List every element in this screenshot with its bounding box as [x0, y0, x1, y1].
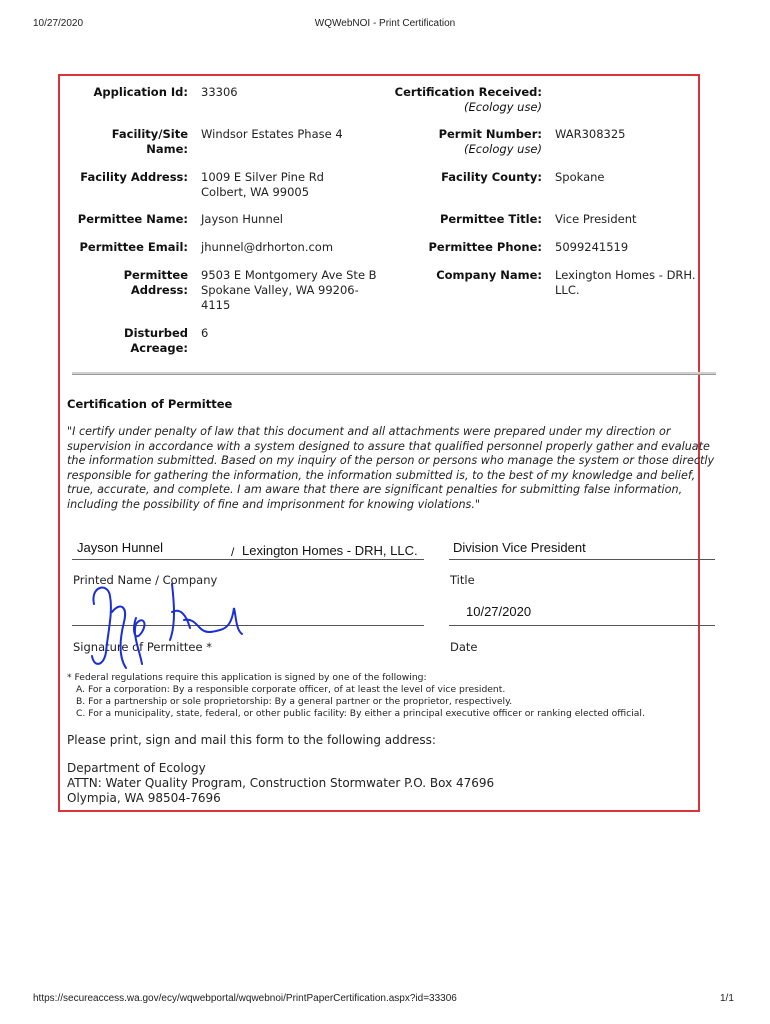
disturbed-acreage-label	[124, 326, 188, 356]
signature-caption: Signature of Permittee *	[73, 640, 212, 654]
application-id-label: Application Id:	[93, 85, 188, 99]
application-id-value: 33306	[201, 85, 238, 99]
title-line	[449, 559, 715, 560]
federal-note-c: C. For a municipality, state, federal, or other public facility: By either a principal executive officer or ranking elected official.	[76, 708, 645, 719]
name-company-slash: /	[231, 545, 235, 559]
facility-site-label-line1: Facility/Site	[111, 127, 188, 141]
permittee-email-value: jhunnel@drhorton.com	[201, 240, 334, 254]
date-caption: Date	[450, 640, 478, 654]
permit-number-label-text: Permit Number:	[438, 127, 542, 141]
permit-number-label	[439, 127, 542, 157]
company-name-value	[555, 268, 696, 298]
mail-address-line3: Olympia, WA 98504-7696	[67, 791, 221, 805]
permittee-address-value	[201, 268, 377, 313]
printed-name-line	[72, 559, 424, 560]
permittee-address-line2: Spokane Valley, WA 99206-	[201, 283, 359, 297]
company-value: Lexington Homes - DRH, LLC.	[242, 543, 418, 558]
printed-name-caption: Printed Name / Company	[73, 573, 218, 587]
permittee-title-label: Permittee Title:	[439, 212, 542, 226]
facility-site-label	[112, 127, 188, 157]
printed-name-value: Jayson Hunnel	[77, 540, 163, 555]
mail-address	[67, 761, 494, 806]
facility-address-label: Facility Address:	[80, 170, 188, 184]
mail-address-line2: ATTN: Water Quality Program, Construction Stormwater P.O. Box 47696	[67, 776, 495, 790]
permittee-address-label	[124, 268, 188, 298]
facility-county-label: Facility County:	[441, 170, 542, 184]
permittee-name-value: Jayson Hunnel	[201, 212, 283, 226]
federal-note-a: A. For a corporation: By a responsible corporate officer, of at least the level of vice president.	[76, 684, 506, 695]
footer-url: https://secureaccess.wa.gov/ecy/wqwebportal/wqwebnoi/PrintPaperCertification.aspx?id=33306	[33, 993, 457, 1004]
permit-number-sub: (Ecology use)	[464, 142, 542, 156]
title-caption: Title	[450, 573, 475, 587]
facility-address-line1: 1009 E Silver Pine Rd	[201, 170, 324, 184]
permittee-address-line3: 4115	[201, 298, 231, 312]
permittee-phone-value: 5099241519	[555, 240, 629, 254]
facility-county-value: Spokane	[555, 170, 605, 184]
permittee-address-label-line2: Address:	[130, 283, 188, 297]
mail-address-line1: Department of Ecology	[67, 761, 206, 775]
disturbed-acreage-value: 6	[201, 326, 209, 340]
company-name-line1: Lexington Homes - DRH.	[555, 268, 696, 282]
permittee-address-label-line1: Permittee	[123, 268, 188, 282]
page-title: WQWebNOI - Print Certification	[314, 18, 456, 29]
permittee-address-line1: 9503 E Montgomery Ave Ste B	[201, 268, 377, 282]
handwritten-signature	[80, 572, 250, 672]
certification-title: Certification of Permittee	[67, 397, 233, 411]
cert-received-sub: (Ecology use)	[464, 100, 542, 114]
federal-note-b: B. For a partnership or sole proprietorship: By a general partner or the proprietor, respectively.	[76, 696, 513, 707]
permittee-name-label: Permittee Name:	[77, 212, 188, 226]
disturbed-acreage-label-line2: Acreage:	[130, 341, 188, 355]
company-name-line2: LLC.	[555, 283, 580, 297]
facility-site-label-line2: Name:	[146, 142, 188, 156]
page-number: 1/1	[720, 993, 734, 1004]
title-value: Division Vice President	[453, 540, 586, 555]
facility-address-value	[201, 170, 324, 200]
permittee-email-label: Permittee Email:	[79, 240, 188, 254]
date-value: 10/27/2020	[466, 604, 532, 619]
section-divider	[72, 372, 716, 375]
facility-site-value: Windsor Estates Phase 4	[201, 127, 343, 141]
permittee-title-value: Vice President	[555, 212, 637, 226]
facility-address-line2: Colbert, WA 99005	[201, 185, 310, 199]
certification-text: "I certify under penalty of law that this document and all attachments were prepared under my direction or supervision in accordance with a system designed to assure that qualified personnel properly gather and evaluate the information submitted. Based on my inquiry of the person or persons who manage the system or those directly responsible for gathering the information, the information submitted is, to the best of my knowledge and belief, true, accurate, and complete. I am aware that there are significant penalties for submitting false information, including the possibility of fine and imprisonment for knowing violations."	[67, 425, 715, 511]
company-name-label: Company Name:	[436, 268, 542, 282]
permittee-phone-label: Permittee Phone:	[428, 240, 542, 254]
permit-number-value: WAR308325	[555, 127, 626, 141]
federal-note: * Federal regulations require this application is signed by one of the following:	[67, 672, 427, 683]
disturbed-acreage-label-line1: Disturbed	[124, 326, 188, 340]
print-date: 10/27/2020	[33, 18, 84, 29]
date-line	[449, 625, 715, 626]
mail-instruction: Please print, sign and mail this form to the following address:	[67, 733, 436, 747]
cert-received-label-text: Certification Received:	[394, 85, 542, 99]
cert-received-label	[395, 85, 542, 115]
